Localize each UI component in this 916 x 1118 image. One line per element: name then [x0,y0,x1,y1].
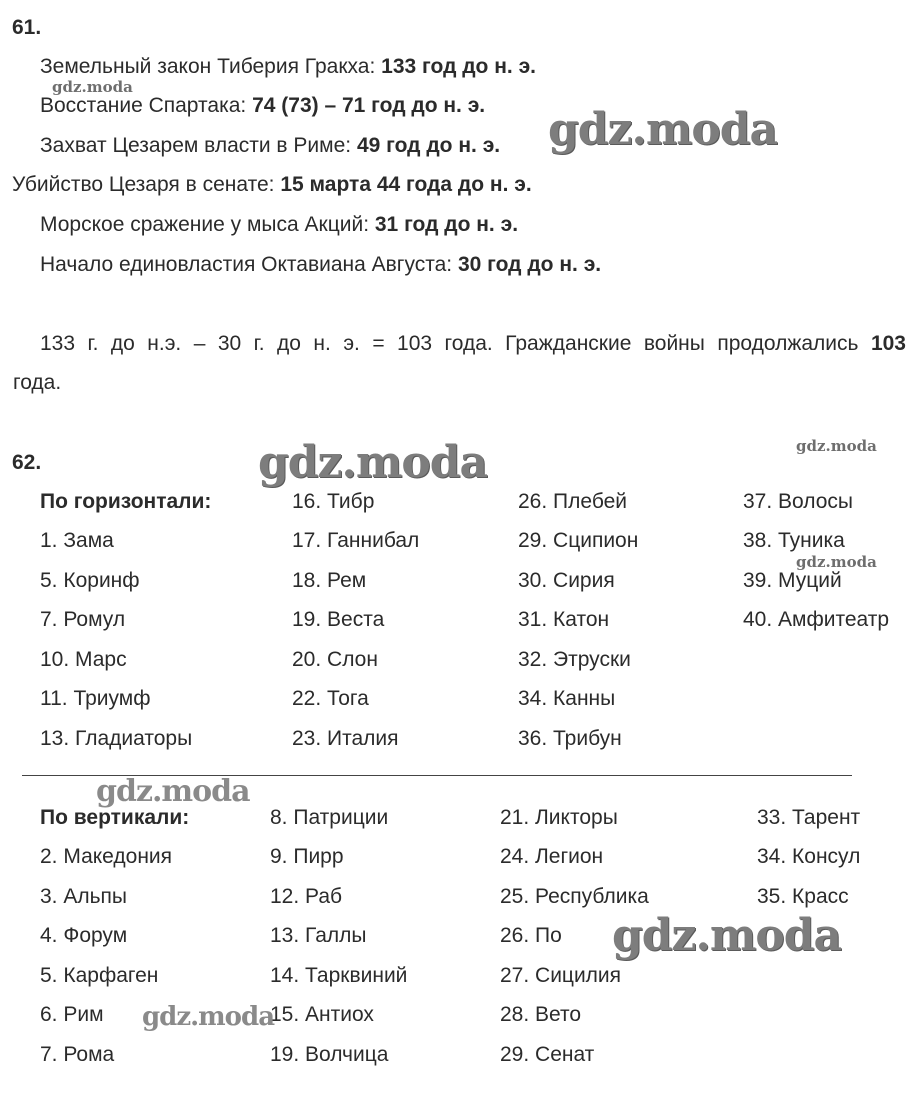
event-date: 49 год до н. э. [356,134,501,157]
answer-item: 31. Катон [518,608,610,631]
event-date: 74 (73) – 71 год до н. э. [252,94,486,117]
answer-item: 26. По [500,924,562,947]
answer-item: 39. Муций [743,569,842,592]
event-date: 31 год до н. э. [374,213,519,236]
event-date: 30 год до н. э. [457,253,602,276]
answer-item: 29. Сципион [518,529,639,552]
watermark: gdz.moda [142,1002,275,1032]
calculation-line-1 [13,331,906,357]
watermark: gdz.moda [96,774,250,809]
answer-item: 25. Республика [500,885,649,908]
answer-item: 26. Плебей [518,490,628,513]
calculation-result: 103 [870,332,906,355]
event-label: Восстание Спартака: [40,94,247,117]
answer-item: 34. Канны [518,687,616,710]
answer-item: 21. Ликторы [500,806,618,829]
event-line [12,172,532,198]
answer-item: 38. Туника [743,529,845,552]
watermark: gdz.moda [796,553,877,571]
answer-item: 10. Марс [40,648,127,671]
answer-item: 40. Амфитеатр [743,608,890,631]
answer-item: 6. Рим [40,1003,104,1026]
answer-item: 34. Консул [757,845,861,868]
watermark: gdz.moda [796,437,877,455]
answer-item: 22. Тога [292,687,369,710]
answer-item: 15. Антиох [270,1003,374,1026]
answer-item: 19. Веста [292,608,385,631]
event-line [40,252,601,278]
answer-item: 19. Волчица [270,1043,389,1066]
answer-item: 13. Галлы [270,924,367,947]
answer-item: 13. Гладиаторы [40,727,193,750]
answer-item: 7. Рома [40,1043,115,1066]
event-label: Морское сражение у мыса Акций: [40,213,370,236]
event-label: Захват Цезарем власти в Риме: [40,134,352,157]
answer-item: 3. Альпы [40,885,128,908]
event-line [40,54,536,80]
event-label: Убийство Цезаря в сенате: [12,173,275,196]
answer-item: 36. Трибун [518,727,622,750]
answer-item: 1. Зама [40,529,114,552]
task-62-number: 62. [12,451,42,474]
watermark: gdz.moda [258,437,488,488]
answer-item: 17. Ганнибал [292,529,420,552]
answer-item: 5. Карфаген [40,964,159,987]
answer-item: 33. Тарент [757,806,861,829]
watermark: gdz.moda [548,104,778,155]
answer-item: 8. Патриции [270,806,389,829]
answer-item: 20. Слон [292,648,378,671]
answer-item: 32. Этруски [518,648,631,671]
answer-item: 16. Тибр [292,490,375,513]
vertical-heading: По вертикали: [40,806,190,829]
answer-item: 35. Красс [757,885,849,908]
answer-item: 14. Тарквиний [270,964,408,987]
answer-item: 23. Италия [292,727,399,750]
answer-item: 9. Пирр [270,845,344,868]
answer-item: 28. Вето [500,1003,582,1026]
event-date: 133 год до н. э. [381,55,537,78]
answer-item: 37. Волосы [743,490,854,513]
event-line [40,212,518,238]
calculation-text: 133 г. до н.э. – 30 г. до н. э. = 103 года. Гражданские войны продолжались [40,332,859,355]
answer-item: 4. Форум [40,924,128,947]
watermark: gdz.moda [612,910,842,961]
horizontal-heading: По горизонтали: [40,490,212,513]
task-61-number: 61. [12,16,42,39]
answer-item: 27. Сицилия [500,964,622,987]
calculation-paragraph [13,331,906,396]
event-date: 15 марта 44 года до н. э. [280,173,532,196]
answer-item: 5. Коринф [40,569,140,592]
answer-item: 24. Легион [500,845,604,868]
answer-item: 30. Сирия [518,569,615,592]
calculation-line-2: года. [13,371,62,394]
event-line [40,93,485,119]
event-line [40,133,500,159]
answer-item: 2. Македония [40,845,173,868]
event-label: Земельный закон Тиберия Гракха: [40,55,376,78]
answer-item: 7. Ромул [40,608,126,631]
answer-item: 29. Сенат [500,1043,595,1066]
answer-item: 11. Триумф [40,687,151,710]
watermark: gdz.moda [52,78,133,96]
answer-item: 12. Раб [270,885,343,908]
answer-item: 18. Рем [292,569,367,592]
event-label: Начало единовластия Октавиана Августа: [40,253,453,276]
